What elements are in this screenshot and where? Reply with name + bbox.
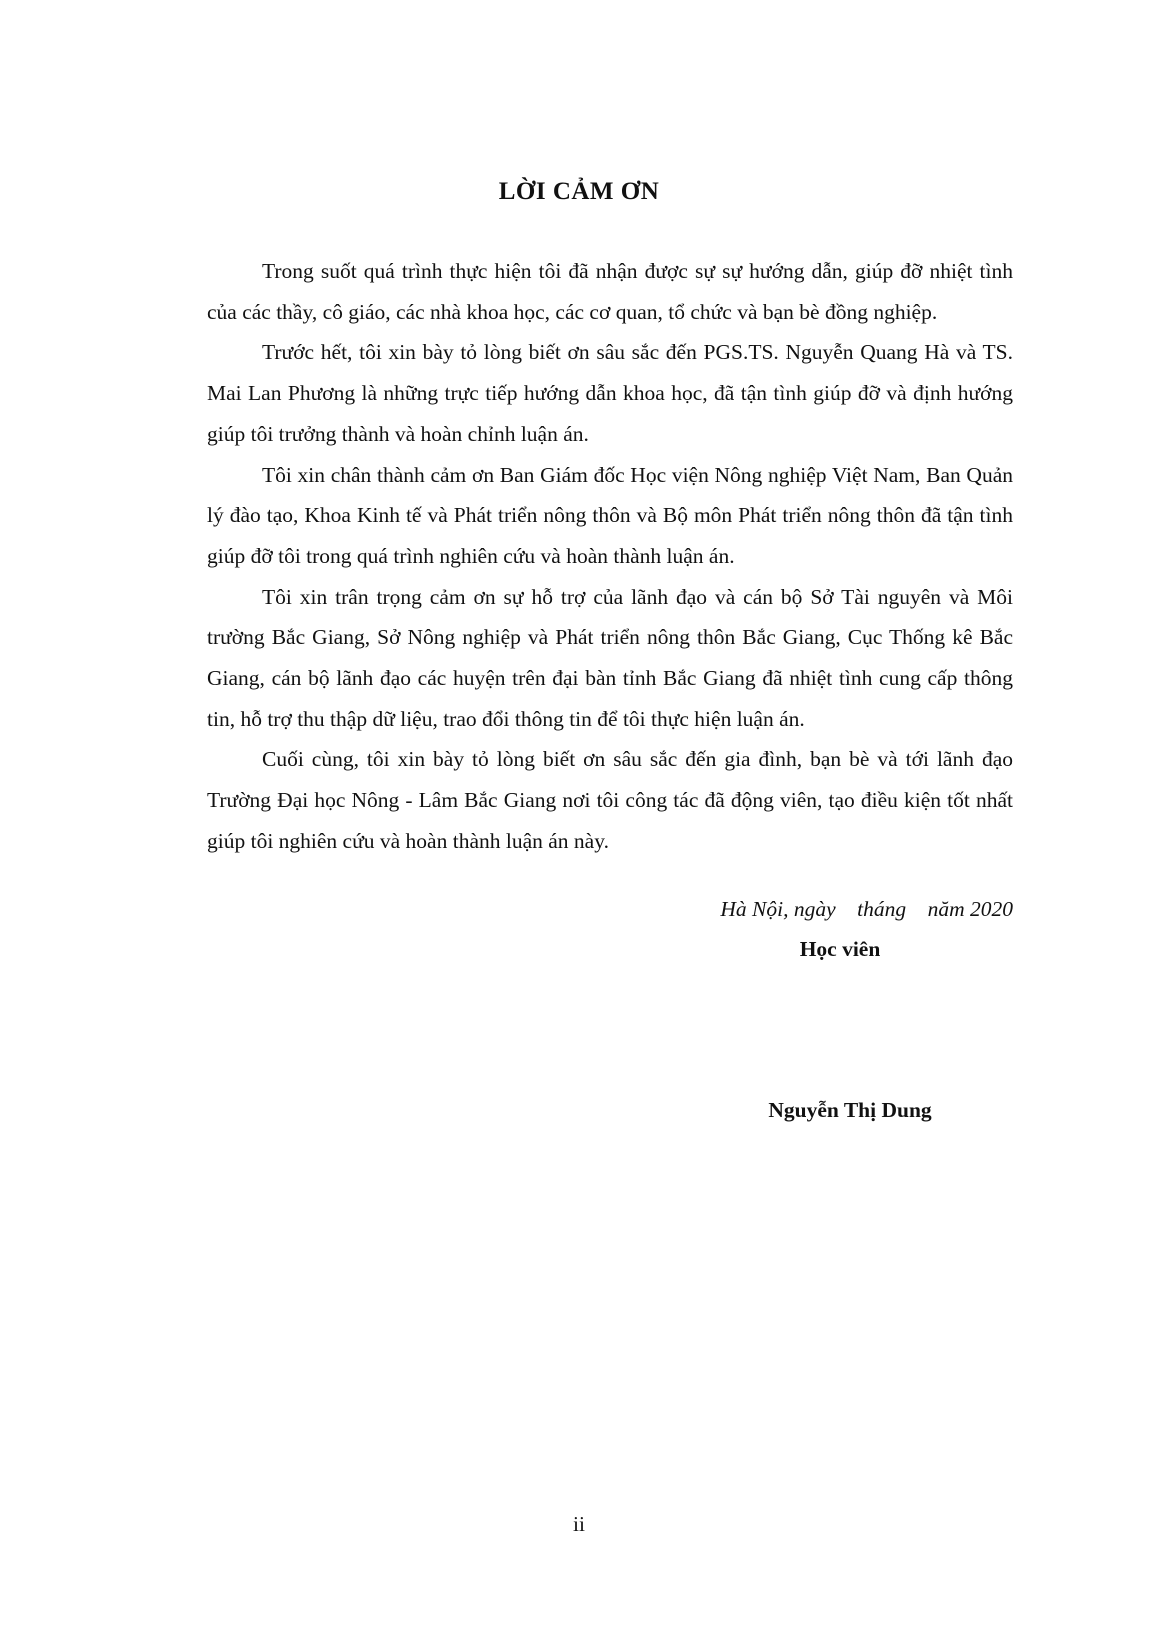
paragraph: Trước hết, tôi xin bày tỏ lòng biết ơn sâu sắc đến PGS.TS. Nguyễn Quang Hà và TS. Mai Lan Phương là những trực tiếp hướng dẫn khoa học, đã tận tình giúp đỡ và định hướng giúp tôi trưởng thành và hoàn chỉnh luận án. bbox=[207, 340, 1013, 446]
paragraph: Tôi xin chân thành cảm ơn Ban Giám đốc Học viện Nông nghiệp Việt Nam, Ban Quản lý đào tạo, Khoa Kinh tế và Phát triển nông thôn và Bộ môn Phát triển nông thôn đã tận tình giúp đỡ tôi trong quá trình nghiên cứu và hoàn thành luận án. bbox=[207, 462, 1013, 568]
page-title: LỜI CẢM ƠN bbox=[498, 178, 660, 205]
paragraph: Cuối cùng, tôi xin bày tỏ lòng biết ơn sâu sắc đến gia đình, bạn bè và tới lãnh đạo Trường Đại học Nông - Lâm Bắc Giang nơi tôi công tác đã động viên, tạo điều kiện tốt nhất giúp tôi nghiên cứu và hoàn thành luận án này. bbox=[207, 747, 1013, 853]
paragraph: Trong suốt quá trình thực hiện tôi đã nhận được sự sự hướng dẫn, giúp đỡ nhiệt tình của các thầy, cô giáo, các nhà khoa học, các cơ quan, tổ chức và bạn bè đồng nghiệp. bbox=[207, 259, 1013, 324]
signer-name: Nguyễn Thị Dung bbox=[768, 1098, 932, 1122]
signer-role: Học viên bbox=[799, 937, 881, 961]
acknowledgement-body bbox=[207, 251, 1013, 862]
paragraph: Tôi xin trân trọng cảm ơn sự hỗ trợ của lãnh đạo và cán bộ Sở Tài nguyên và Môi trường Bắc Giang, Sở Nông nghiệp và Phát triển nông thôn Bắc Giang, Cục Thống kê Bắc Giang, cán bộ lãnh đạo các huyện trên đại bàn tỉnh Bắc Giang đã nhiệt tình cung cấp thông tin, hỗ trợ thu thập dữ liệu, trao đổi thông tin để tôi thực hiện luận án. bbox=[207, 584, 1013, 731]
place-date-line: Hà Nội, ngày tháng năm 2020 bbox=[720, 897, 1013, 921]
page-number: ii bbox=[573, 1512, 585, 1536]
